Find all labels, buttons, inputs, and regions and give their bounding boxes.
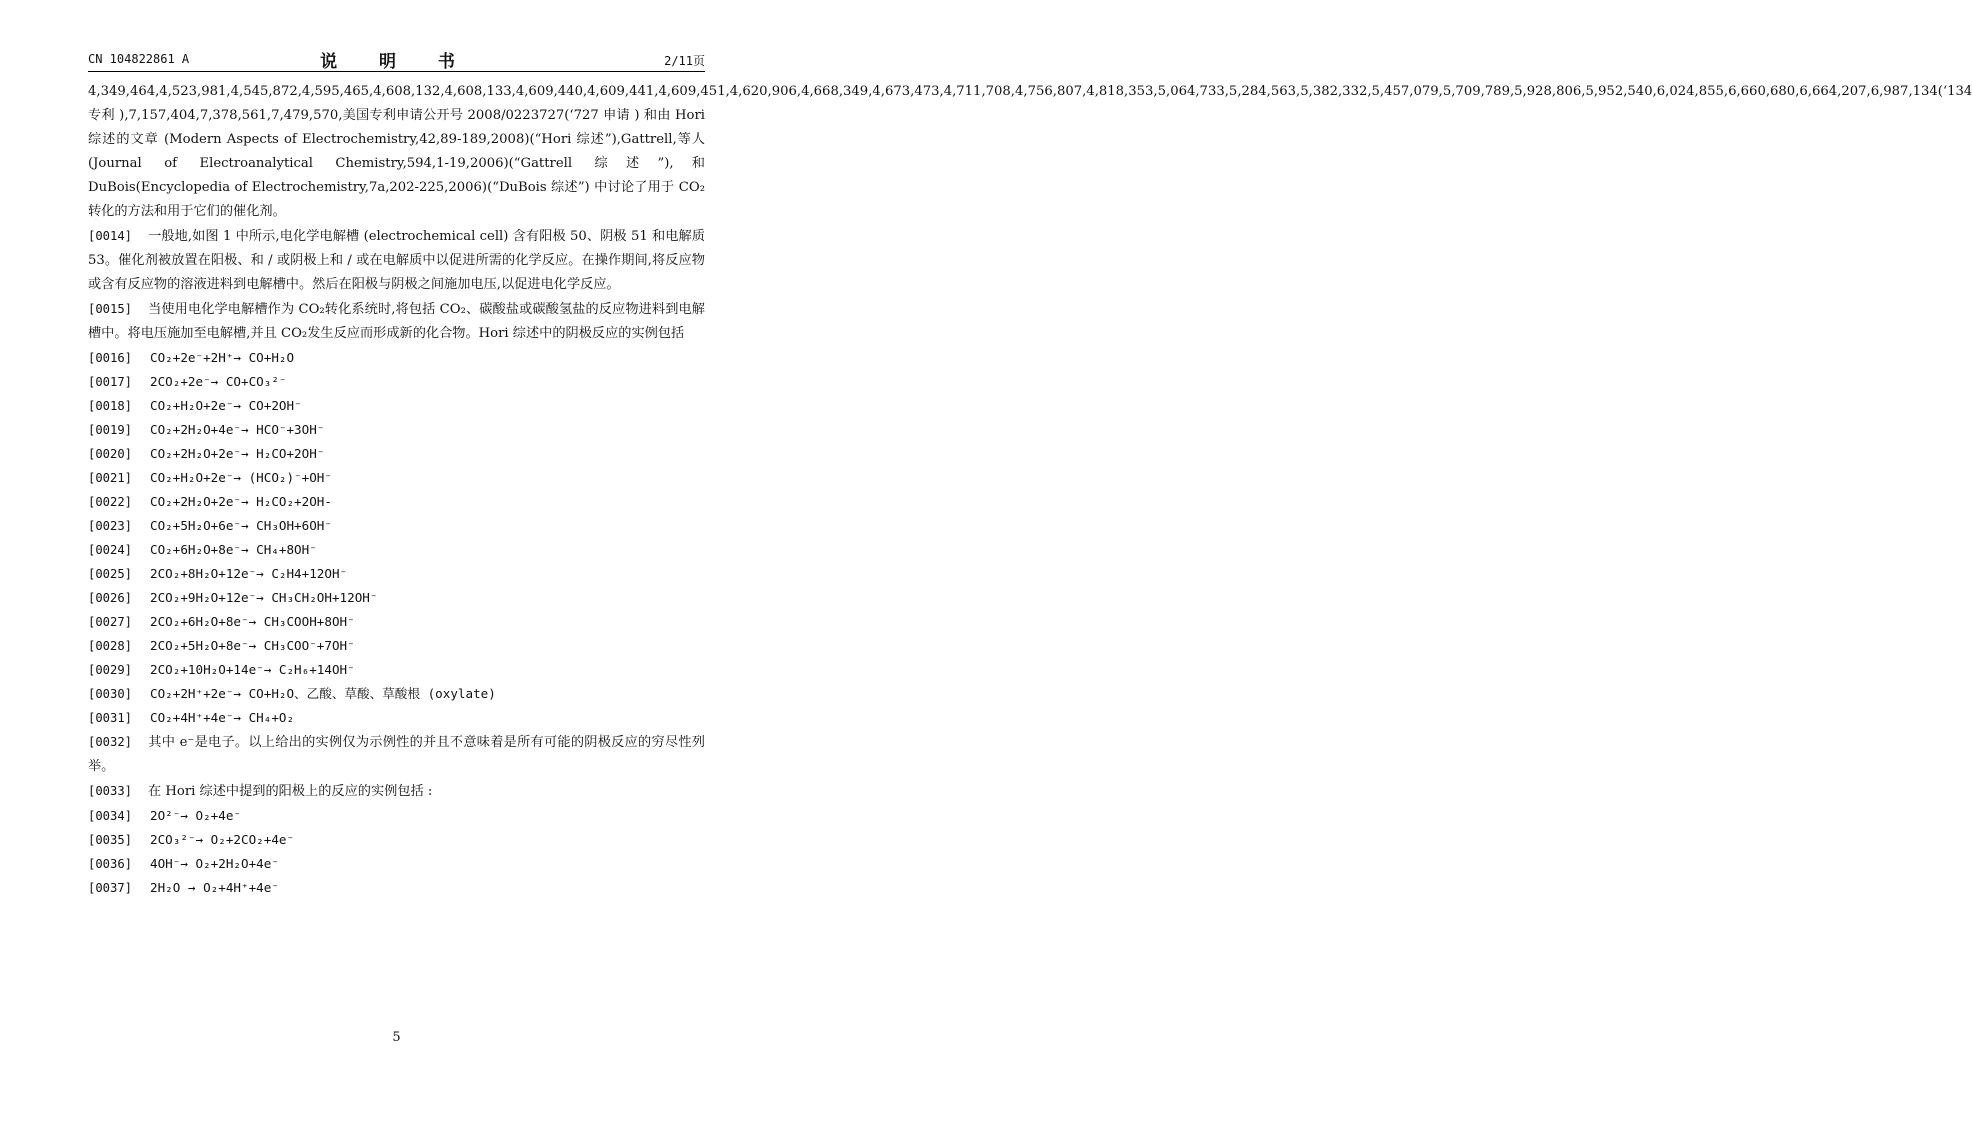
paragraph-tag: [0019] (88, 423, 133, 437)
equation: 4OH⁻→ O₂+2H₂O+4e⁻ (150, 856, 279, 871)
paragraph-tag: [0014] (88, 229, 133, 243)
equation: CO₂+6H₂O+8e⁻→ CH₄+8OH⁻ (150, 542, 317, 557)
equation-row (88, 466, 705, 490)
paragraph-tag: [0031] (88, 711, 133, 725)
equation: CO₂+2e⁻+2H⁺→ CO+H₂O (150, 350, 295, 365)
paragraph-0032 (88, 730, 705, 779)
paragraph-tag: [0024] (88, 543, 133, 557)
equation-row (88, 852, 705, 876)
equation-row (88, 634, 705, 658)
equation: 2H₂O → O₂+4H⁺+4e⁻ (150, 880, 279, 895)
equation: 2CO₃²⁻→ O₂+2CO₂+4e⁻ (150, 832, 295, 847)
equation-row (88, 610, 705, 634)
equation: CO₂+2H₂O+4e⁻→ HCO⁻+3OH⁻ (150, 422, 325, 437)
paragraph-tag: [0017] (88, 375, 133, 389)
anode-equation-list (88, 804, 705, 900)
paragraph-text: 在 Hori 综述中提到的阳极上的反应的实例包括 : (148, 784, 433, 799)
paragraph-tag: [0035] (88, 833, 133, 847)
paragraph-tag: [0032] (88, 735, 133, 749)
paragraph-tag: [0020] (88, 447, 133, 461)
equation: CO₂+H₂O+2e⁻→ (HCO₂)⁻+OH⁻ (150, 470, 332, 485)
paragraph-tag: [0015] (88, 302, 133, 316)
equation-row (88, 442, 705, 466)
paragraph-0015 (88, 297, 705, 346)
paragraph-tag: [0029] (88, 663, 133, 677)
equation: CO₂+5H₂O+6e⁻→ CH₃OH+6OH⁻ (150, 518, 332, 533)
patent-number: CN 104822861 A (88, 52, 190, 66)
equation-row (88, 418, 705, 442)
page-indicator: 2/11页 (664, 54, 705, 68)
page-title: 说 明 书 (320, 52, 473, 72)
equation-row (88, 682, 705, 706)
equation-row (88, 370, 705, 394)
paragraph-tag: [0034] (88, 809, 133, 823)
paragraph-tag: [0030] (88, 687, 133, 701)
cathode-equation-list (88, 346, 705, 730)
paragraph-tag: [0016] (88, 351, 133, 365)
equation-row (88, 804, 705, 828)
paragraph-text: 其中 e⁻是电子。以上给出的实例仅为示例性的并且不意味着是所有可能的阴极反应的穷尽性列举。 (88, 735, 705, 774)
paragraph-tag: [0028] (88, 639, 133, 653)
document-body (88, 80, 1972, 900)
equation-row (88, 586, 705, 610)
equation-row (88, 346, 705, 370)
paragraph-0014 (88, 224, 705, 297)
paragraph-tag: [0023] (88, 519, 133, 533)
equation: CO₂+H₂O+2e⁻→ CO+2OH⁻ (150, 398, 302, 413)
paragraph-tag: [0036] (88, 857, 133, 871)
equation-row (88, 514, 705, 538)
equation-row (88, 828, 705, 852)
equation-row (88, 490, 705, 514)
paragraph-tag: [0033] (88, 784, 133, 798)
equation: 2CO₂+5H₂O+8e⁻→ CH₃COO⁻+7OH⁻ (150, 638, 355, 653)
equation: 2CO₂+6H₂O+8e⁻→ CH₃COOH+8OH⁻ (150, 614, 355, 629)
equation-row (88, 876, 705, 900)
equation: 2CO₂+9H₂O+12e⁻→ CH₃CH₂OH+12OH⁻ (150, 590, 378, 605)
lead-paragraph: 4,349,464,4,523,981,4,545,872,4,595,465,4,608,132,4,608,133,4,609,440,4,609,441,4,609,451,4,620,906,4,668,349,4,673,473,4,711,708,4,756,807,4,818,353,5,064,733,5,284,563,5,382,332,5,457,079,5,709,789,5,928,806,5,952,540,6,024,855,6,660,680,6,664,207,6,987,134(‘134 专利 ),7,157,404,7,378,561,7,479,570,美国专利申请公开号 2008/0223727(‘727 申请 ) 和由 Hori 综述的文章 (Modern Aspects of Electrochemistry,42,89-189,2008)(“Hori 综述”),Gattrell,等人 (Journal of Electroanalytical Chemistry,594,1-19,2006)(“Gattrell 综述”),和 DuBois(Encyclopedia of Electrochemistry,7a,202-225,2006)(“DuBois 综述”) 中讨论了用于 CO₂转化的方法和用于它们的催化剂。 (88, 84, 1972, 219)
header-divider (88, 71, 705, 72)
paragraph-tag: [0021] (88, 471, 133, 485)
page-number: 5 (392, 1030, 401, 1045)
equation: CO₂+2H⁺+2e⁻→ CO+H₂O、乙酸、草酸、草酸根 (oxylate) (150, 686, 496, 701)
equation: 2CO₂+10H₂O+14e⁻→ C₂H₆+14OH⁻ (150, 662, 355, 677)
equation: CO₂+4H⁺+4e⁻→ CH₄+O₂ (150, 710, 295, 725)
equation-row (88, 562, 705, 586)
paragraph-0033 (88, 779, 705, 804)
equation-row (88, 706, 705, 730)
paragraph-tag: [0027] (88, 615, 133, 629)
equation-row (88, 538, 705, 562)
paragraph-tag: [0026] (88, 591, 133, 605)
paragraph-tag: [0037] (88, 881, 133, 895)
equation-row (88, 658, 705, 682)
equation: 2O²⁻→ O₂+4e⁻ (150, 808, 241, 823)
equation: CO₂+2H₂O+2e⁻→ H₂CO+2OH⁻ (150, 446, 325, 461)
equation: 2CO₂+2e⁻→ CO+CO₃²⁻ (150, 374, 287, 389)
paragraph-tag: [0022] (88, 495, 133, 509)
equation: 2CO₂+8H₂O+12e⁻→ C₂H4+12OH⁻ (150, 566, 348, 581)
equation-row (88, 394, 705, 418)
paragraph-tag: [0018] (88, 399, 133, 413)
paragraph-tag: [0025] (88, 567, 133, 581)
equation: CO₂+2H₂O+2e⁻→ H₂CO₂+2OH- (150, 494, 332, 509)
paragraph-text: 当使用电化学电解槽作为 CO₂转化系统时,将包括 CO₂、碳酸盐或碳酸氢盐的反应物进料到电解槽中。将电压施加至电解槽,并且 CO₂发生反应而形成新的化合物。Hori 综述中的阴极反应的实例包括 (88, 302, 705, 341)
paragraph-text: 一般地,如图 1 中所示,电化学电解槽 (electrochemical cell) 含有阳极 50、阴极 51 和电解质 53。催化剂被放置在阳极、和 / 或阴极上和 / 或在电解质中以促进所需的化学反应。在操作期间,将反应物或含有反应物的溶液进料到电解槽中。然后在阳极与阴极之间施加电压,以促进电化学反应。 (88, 229, 705, 292)
